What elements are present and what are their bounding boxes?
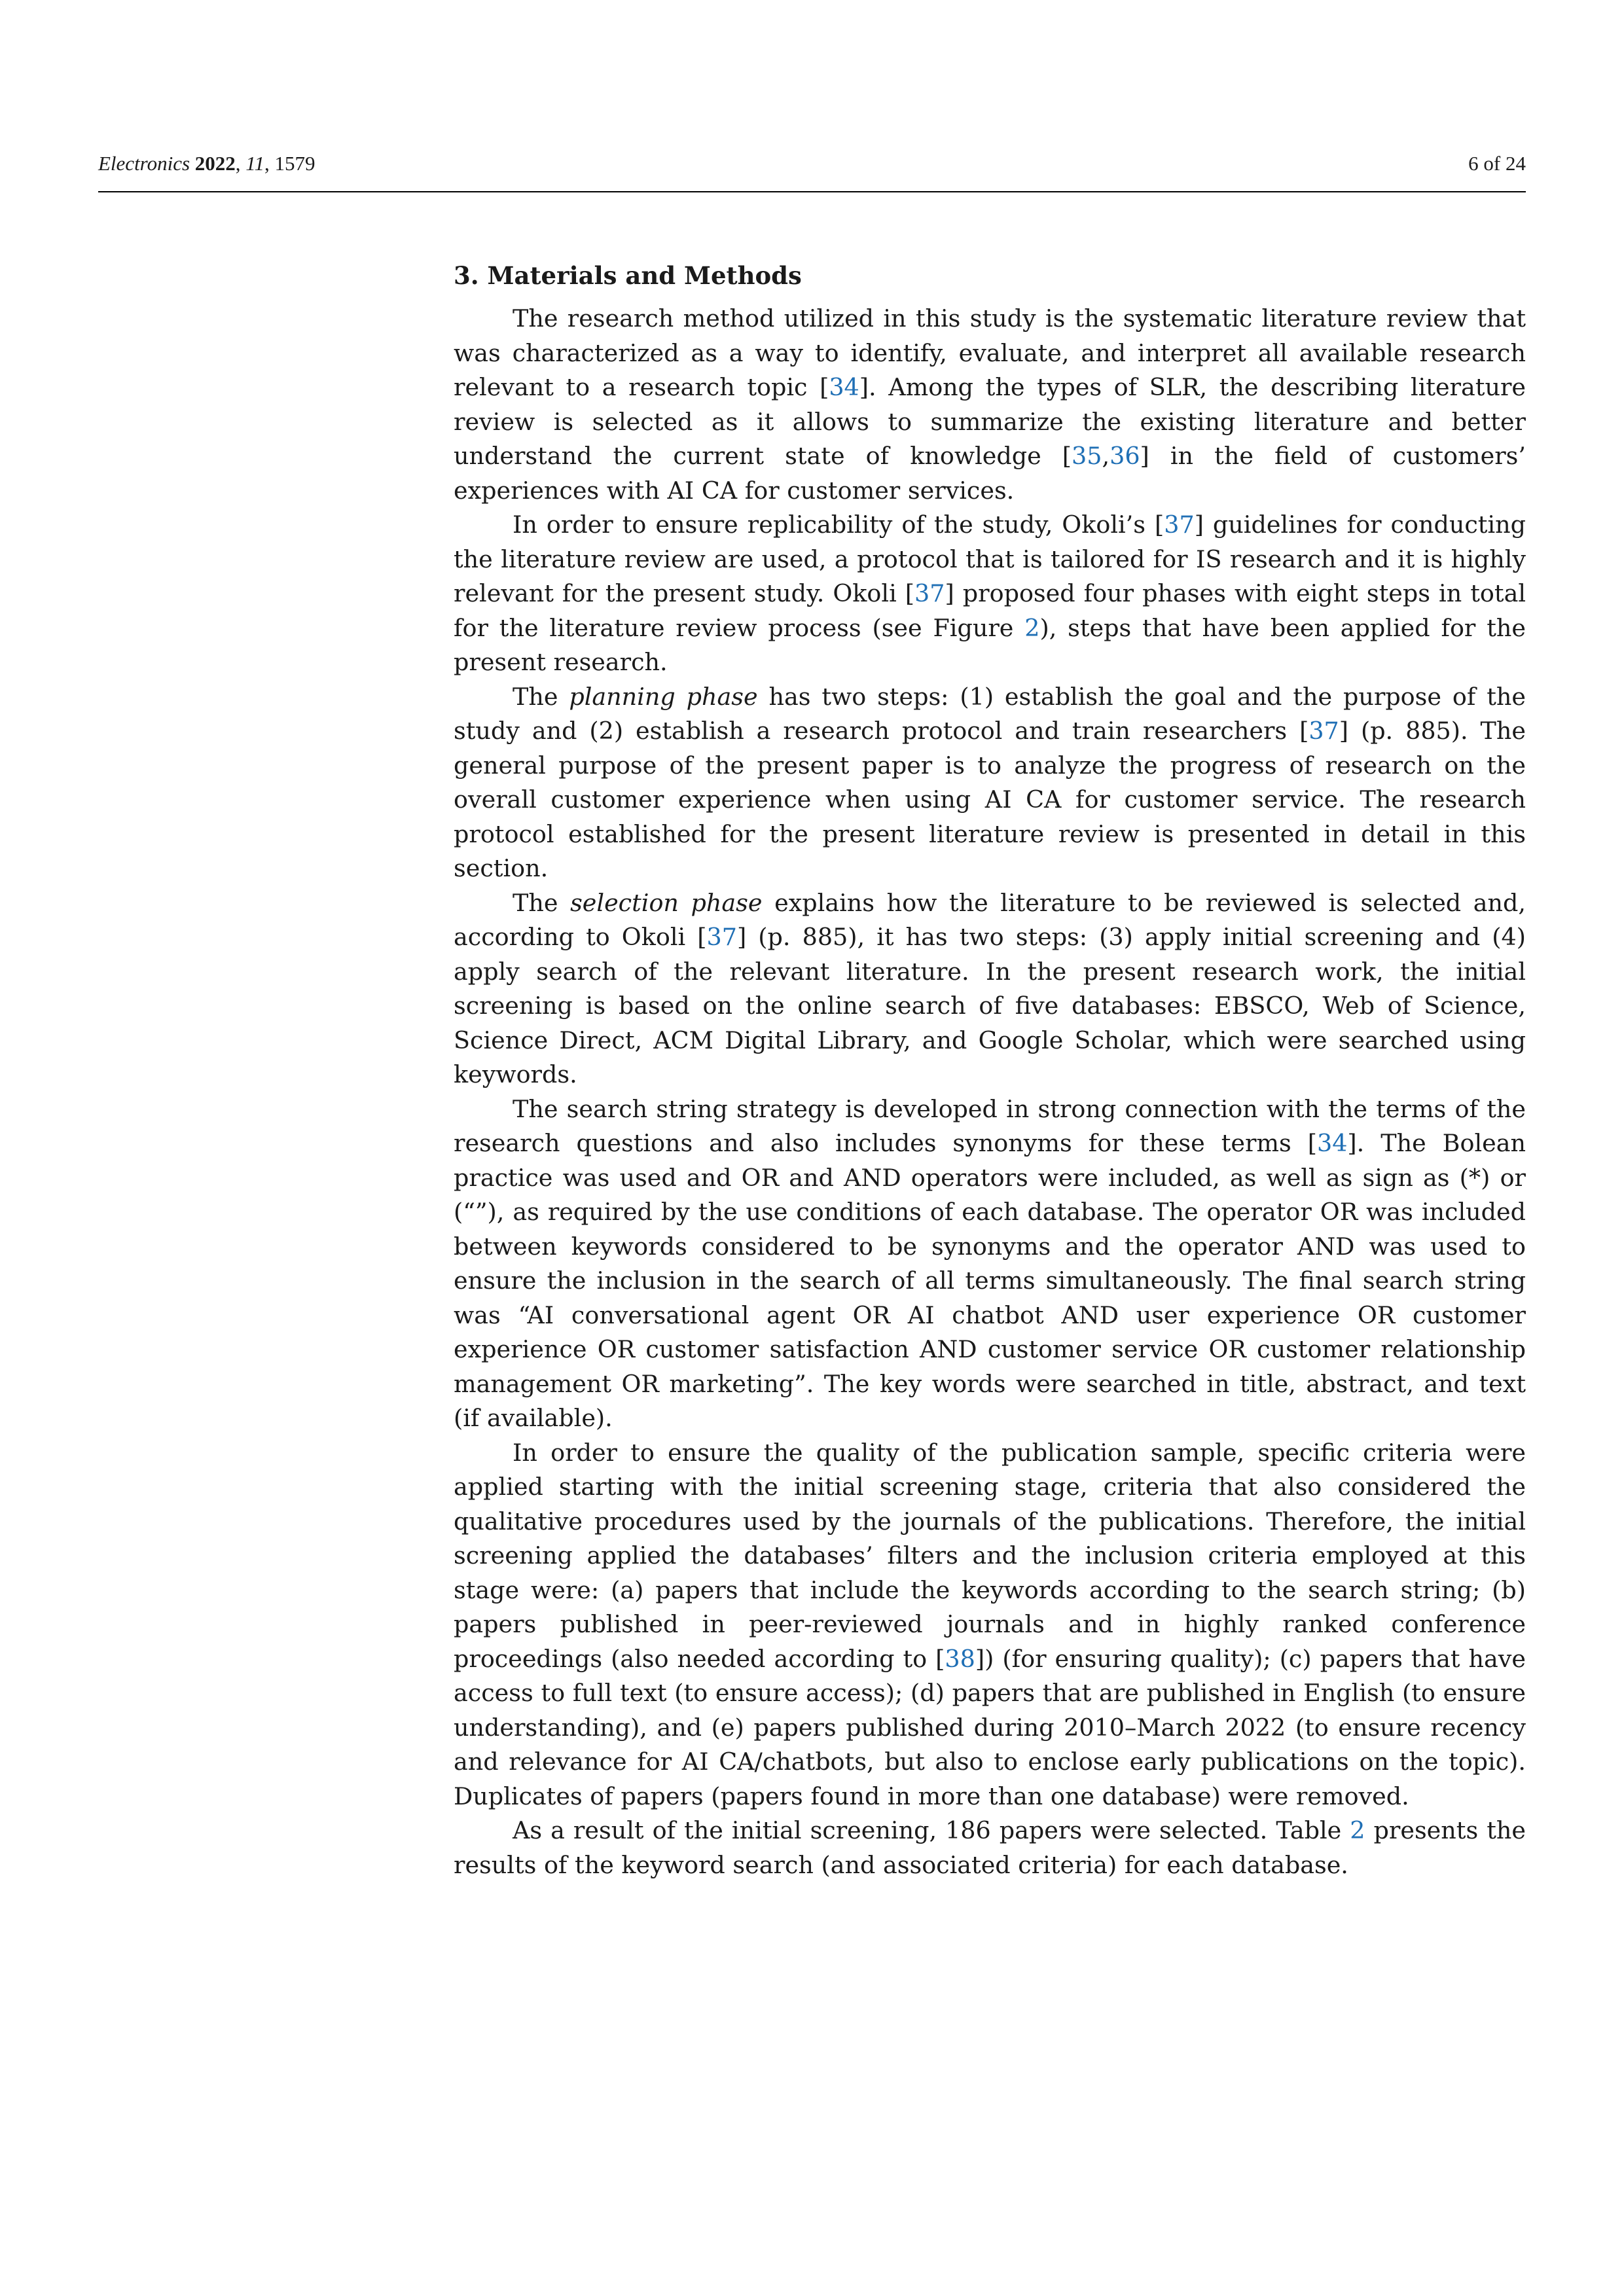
header-rule [98, 191, 1526, 192]
citation-link[interactable]: 34 [1316, 1129, 1348, 1157]
paragraph-7: As a result of the initial screening, 186 papers were selected. Table 2 presents the results of the keyword search (and associated criteria) for each database. [454, 1816, 1526, 1879]
section-title: 3. Materials and Methods [454, 261, 802, 290]
table-link[interactable]: 2 [1350, 1816, 1365, 1844]
paragraph-2: In order to ensure replicability of the study, Okoli’s [37] guidelines for conducting the literature review are used, a protocol that is tailored for IS research and it is highly relevant for the present study. Okoli [37] proposed four phases with eight steps in total for the literature review process (see Figure 2), steps that have been applied for the present research. [454, 511, 1526, 676]
materials-methods-section [454, 259, 1526, 1882]
paragraph-6: In order to ensure the quality of the publication sample, specific criteria were applied starting with the initial screening stage, criteria that also considered the qualitative procedures used by the journals of the publications. Therefore, the initial screening applied the databases’ filters and the inclusion criteria employed at this stage were: (a) papers that include the keywords according to the search string; (b) papers published in peer-reviewed journals and in highly ranked conference proceedings (also needed according to [38]) (for ensuring quality); (c) papers that have access to full text (to ensure access); (d) papers that are published in English (to ensure understanding), and (e) papers published during 2010–March 2022 (to ensure recency and relevance for AI CA/chatbots, but also to enclose early publications on the topic). Duplicates of papers (papers found in more than one database) were removed. [454, 1438, 1526, 1810]
paragraph-1: The research method utilized in this study is the systematic literature review that was characterized as a way to identify, evaluate, and interpret all available research relevant to a research topic [34]. Among the types of SLR, the describing literature review is selected as it allows to summarize the existing literature and better understand the current state of knowledge [35,36] in the field of customers’ experiences with AI CA for customer services. [454, 304, 1526, 505]
journal-citation: Electronics 2022, 11, 1579 [98, 152, 316, 175]
paragraph-4: The selection phase explains how the literature to be reviewed is selected and, according to Okoli [37] (p. 885), it has two steps: (3) apply initial screening and (4) apply search of the relevant literature. In the present research work, the initial screening is based on the online search of five databases: EBSCO, Web of Science, Science Direct, ACM Digital Library, and Google Scholar, which were searched using keywords. [454, 888, 1526, 1088]
planning-phase-term: planning phase [569, 682, 758, 711]
journal-name: Electronics [98, 152, 190, 175]
citation-link[interactable]: 37 [1308, 717, 1339, 745]
citation-link[interactable]: 35 [1072, 442, 1102, 470]
article-number: 1579 [274, 152, 316, 175]
selection-phase-term: selection phase [570, 888, 763, 917]
citation-link[interactable]: 37 [1164, 511, 1195, 539]
page-number: 6 of 24 [1468, 152, 1526, 175]
journal-year: 2022 [194, 152, 236, 175]
paragraph-5: The search string strategy is developed in strong connection with the terms of the research questions and also includes synonyms for these terms [34]. The Bolean practice was used and OR and AND operators were included, as well as sign as (*) or (“”), as required by the use conditions of each database. The operator OR was included between keywords considered to be synonyms and the operator AND was used to ensure the inclusion in the search of all terms simultaneously. The final search string was “AI conversational agent OR AI chatbot AND user experience OR customer experience OR customer satisfaction AND customer service OR customer relationship management OR marketing”. The key words were searched in title, abstract, and text (if available). [454, 1094, 1526, 1432]
paragraph-3: The planning phase has two steps: (1) establish the goal and the purpose of the study and (2) establish a research protocol and train researchers [37] (p. 885). The general purpose of the present paper is to analyze the progress of research on the overall customer experience when using AI CA for customer service. The research protocol established for the present literature review is presented in detail in this section. [454, 682, 1526, 882]
citation-link[interactable]: 34 [829, 373, 859, 401]
citation-link[interactable]: 37 [914, 579, 945, 607]
journal-volume: 11 [245, 152, 264, 175]
figure-link[interactable]: 2 [1024, 613, 1040, 642]
citation-link[interactable]: 38 [945, 1644, 975, 1673]
citation-link[interactable]: 37 [706, 923, 737, 951]
citation-link[interactable]: 36 [1110, 442, 1140, 470]
running-header [98, 152, 1526, 191]
